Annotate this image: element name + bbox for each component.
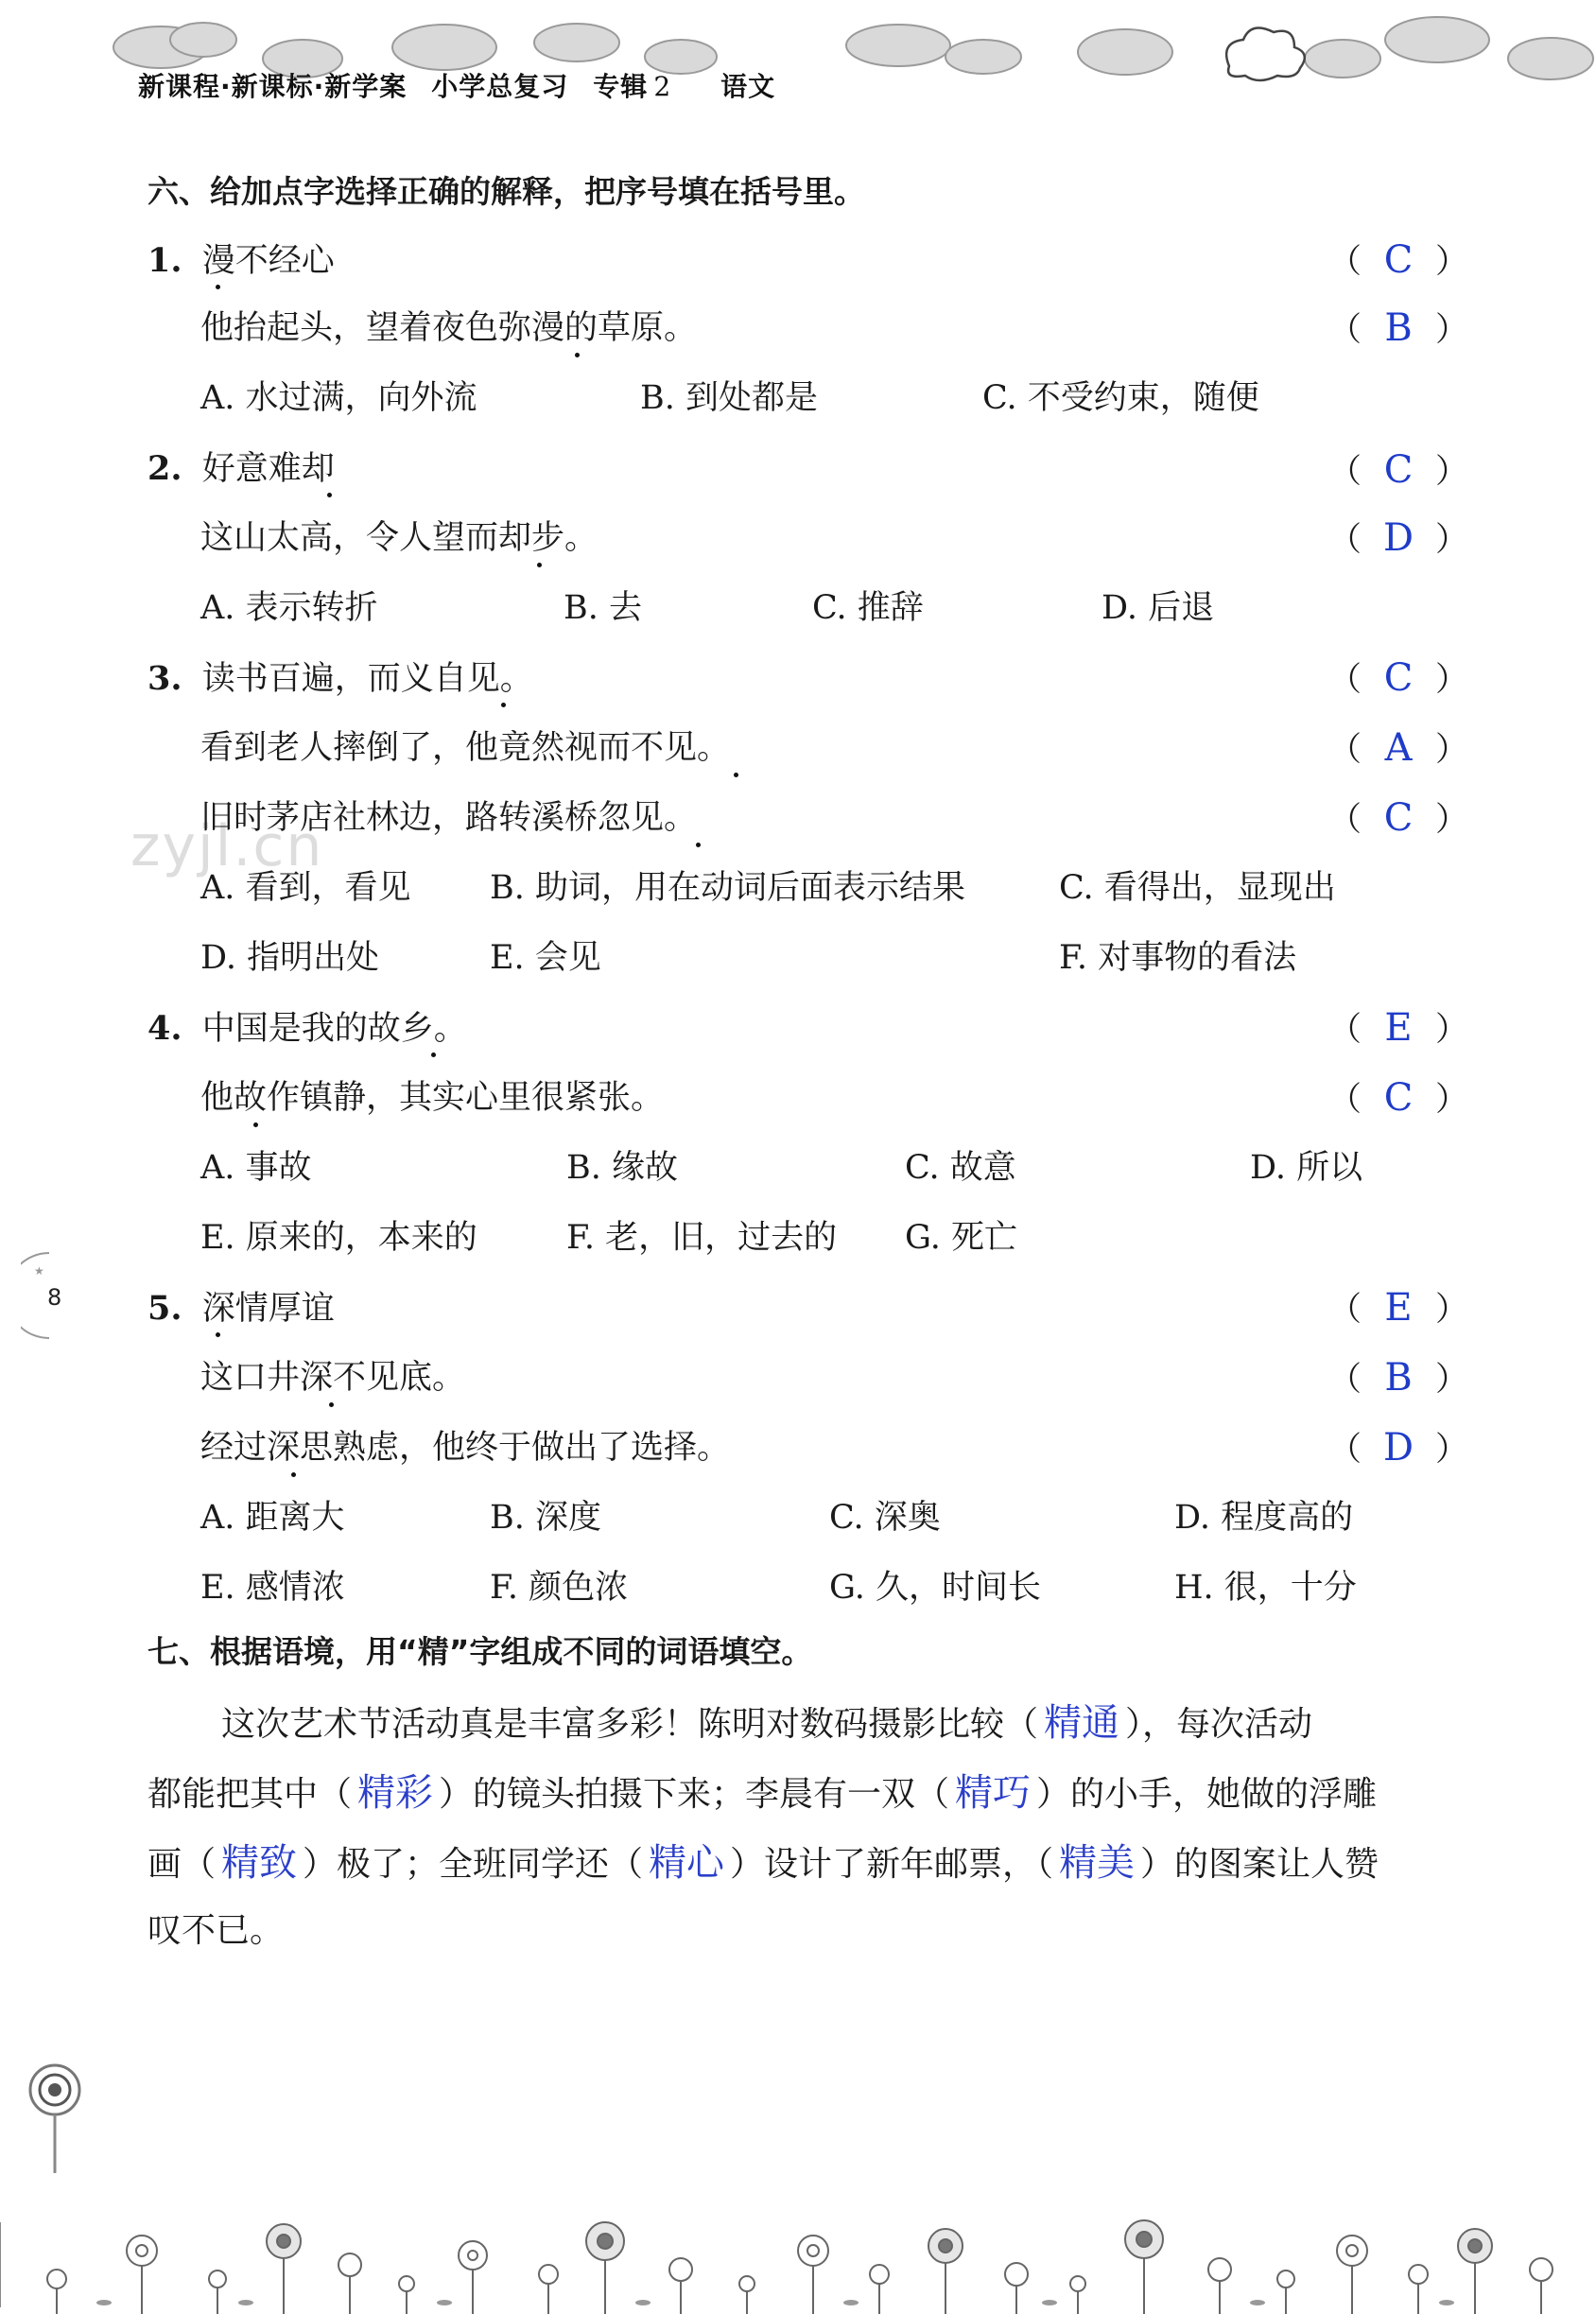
header-volume-number: 2: [653, 71, 672, 102]
q4-line1-text: 中国是我的故乡。: [201, 1010, 467, 1048]
q1-option-c: C. 不受约束，随便: [982, 379, 1259, 417]
emphasis-dot: [291, 1472, 296, 1477]
answer-value: B: [1384, 1356, 1413, 1400]
q2-answer1[interactable]: （ C ）: [1328, 448, 1469, 492]
section7-para-line3: [147, 1841, 1379, 1885]
q5-line1-text: 深情厚谊: [201, 1290, 335, 1328]
q3-option-c: C. 看得出，显现出: [1059, 869, 1336, 907]
q2-option-c: C. 推辞: [812, 589, 924, 627]
answer-value: E: [1384, 1286, 1413, 1330]
q4-option-e: E. 原来的，本来的: [200, 1219, 477, 1257]
q5-line3: 经过深思熟虑，他终于做出了选择。: [200, 1429, 731, 1467]
q3-option-e: E. 会见: [490, 939, 601, 977]
para-text: ），每次活动: [1125, 1705, 1313, 1744]
para-text: 这次艺术节活动真是丰富多彩！陈明对数码摄影比较（: [221, 1705, 1039, 1744]
emphasis-dot: [329, 1402, 334, 1407]
q2-answer2[interactable]: （ D ）: [1328, 516, 1469, 560]
q4-answer1[interactable]: （ E ）: [1328, 1006, 1469, 1050]
q3-line3: 旧时茅店社林边，路转溪桥忽见。: [200, 799, 698, 837]
q3-option-a: A. 看到，看见: [200, 869, 411, 907]
q5-answer1[interactable]: （ E ）: [1328, 1286, 1469, 1330]
q5-option-d: D. 程度高的: [1174, 1499, 1354, 1537]
q2-option-a: A. 表示转折: [200, 589, 378, 627]
q3-option-d: D. 指明出处: [200, 939, 380, 977]
q5-line1: [147, 1289, 335, 1328]
q5-option-e: E. 感情浓: [200, 1569, 345, 1607]
q3-line1: [147, 659, 533, 698]
q2-line1: [147, 449, 335, 488]
q3-option-b: B. 助词，用在动词后面表示结果: [490, 869, 965, 907]
q1-answer1[interactable]: （ C ）: [1328, 238, 1469, 282]
q5-number: 5.: [147, 1289, 182, 1328]
q2-option-d: D. 后退: [1102, 589, 1215, 627]
emphasis-dot: [216, 285, 220, 289]
q1-line2: 他抬起头，望着夜色弥漫的草原。: [200, 309, 698, 347]
q4-answer2[interactable]: （ C ）: [1328, 1076, 1469, 1120]
q2-number: 2.: [147, 449, 182, 488]
para-text: ）设计了新年邮票，（: [730, 1845, 1054, 1884]
para-text: 都能把其中（: [147, 1775, 353, 1814]
header-book: 小学总复习: [431, 71, 569, 102]
answer-value: A: [1384, 726, 1413, 770]
q4-line2: 他故作镇静，其实心里很紧张。: [200, 1079, 665, 1117]
q4-number: 4.: [147, 1009, 182, 1048]
emphasis-dot: [253, 1122, 258, 1127]
answer-value: C: [1383, 238, 1414, 282]
emphasis-dot: [734, 773, 738, 777]
q5-line2: 这口井深不见底。: [200, 1359, 466, 1397]
q4-line1: [147, 1009, 467, 1048]
blank-answer-2[interactable]: 精彩: [357, 1771, 434, 1815]
q1-line1-text: 漫不经心: [201, 242, 335, 280]
q3-line2: 看到老人摔倒了，他竟然视而不见。: [200, 729, 731, 767]
section7-para-line2: [147, 1771, 1378, 1815]
para-text: ）极了；全班同学还（: [303, 1845, 644, 1884]
q3-answer2[interactable]: （ A ）: [1328, 726, 1469, 770]
q4-option-a: A. 事故: [200, 1149, 312, 1187]
page-number: 8: [47, 1284, 62, 1311]
q4-option-c: C. 故意: [905, 1149, 1016, 1187]
answer-value: C: [1383, 448, 1414, 492]
q3-answer3[interactable]: （ C ）: [1328, 796, 1469, 840]
blank-answer-5[interactable]: 精心: [649, 1841, 725, 1885]
emphasis-dot: [216, 1332, 220, 1337]
q5-option-f: F. 颜色浓: [490, 1569, 629, 1607]
blank-answer-3[interactable]: 精巧: [955, 1771, 1032, 1815]
emphasis-dot: [431, 1053, 436, 1057]
q4-option-b: B. 缘故: [566, 1149, 678, 1187]
q3-option-f: F. 对事物的看法: [1059, 939, 1297, 977]
blank-answer-4[interactable]: 精致: [221, 1841, 298, 1885]
q5-option-h: H. 很，十分: [1174, 1569, 1357, 1607]
q5-option-g: G. 久，时间长: [829, 1569, 1041, 1607]
answer-value: D: [1382, 1426, 1414, 1470]
q1-option-b: B. 到处都是: [640, 379, 818, 417]
answer-value: E: [1384, 1006, 1413, 1050]
emphasis-dot: [537, 563, 542, 567]
q4-option-d: D. 所以: [1250, 1149, 1363, 1187]
answer-value: C: [1383, 796, 1414, 840]
q5-option-a: A. 距离大: [200, 1499, 345, 1537]
blank-answer-6[interactable]: 精美: [1059, 1841, 1136, 1885]
section7-para-line4: 叹不已。: [147, 1911, 285, 1950]
emphasis-dot: [327, 493, 332, 497]
para-text: ）的小手，她做的浮雕: [1036, 1775, 1378, 1814]
section7-para-line1: [221, 1701, 1313, 1745]
blank-answer-1[interactable]: 精通: [1044, 1701, 1120, 1745]
q3-answer1[interactable]: （ C ）: [1328, 656, 1469, 700]
sunflower-decoration-icon: [26, 2060, 93, 2173]
q5-option-c: C. 深奥: [829, 1499, 941, 1537]
para-text: 画（: [147, 1845, 217, 1884]
para-text: ）的镜头拍摄下来；李晨有一双（: [439, 1775, 950, 1814]
answer-value: B: [1384, 306, 1413, 350]
q5-answer2[interactable]: （ B ）: [1328, 1356, 1469, 1400]
section6-title: 六、给加点字选择正确的解释，把序号填在括号里。: [147, 173, 865, 210]
q2-line2: 这山太高，令人望而却步。: [200, 519, 598, 557]
section7-title: 七、根据语境，用“精”字组成不同的词语填空。: [147, 1633, 813, 1670]
q4-option-g: G. 死亡: [905, 1219, 1017, 1257]
header-volume-label: 专辑: [593, 71, 649, 102]
q5-answer3[interactable]: （ D ）: [1328, 1426, 1469, 1470]
flower-border-decoration-icon: [0, 2166, 1596, 2314]
para-text: ）的图案让人赞: [1140, 1845, 1379, 1884]
q1-number: 1.: [147, 241, 182, 280]
q2-line1-text: 好意难却: [201, 450, 335, 488]
q3-number: 3.: [147, 659, 182, 698]
emphasis-dot: [501, 703, 506, 707]
answer-value: C: [1383, 1076, 1414, 1120]
q5-option-b: B. 深度: [490, 1499, 601, 1537]
watermark: zyjl.cn: [130, 813, 324, 879]
q2-option-b: B. 去: [564, 589, 642, 627]
q1-option-a: A. 水过满，向外流: [200, 379, 477, 417]
answer-value: D: [1382, 516, 1414, 560]
header-subject: 语文: [720, 71, 776, 102]
q4-option-f: F. 老，旧，过去的: [566, 1219, 838, 1257]
svg-text:★: ★: [34, 1264, 44, 1278]
emphasis-dot: [696, 843, 701, 847]
header-series: 新课程·新课标·新学案: [138, 71, 408, 102]
q1-line1: [147, 241, 335, 280]
q3-line1-text: 读书百遍，而义自见。: [201, 660, 533, 698]
emphasis-dot: [575, 353, 580, 357]
answer-value: C: [1383, 656, 1414, 700]
q1-answer2[interactable]: （ B ）: [1328, 306, 1469, 350]
